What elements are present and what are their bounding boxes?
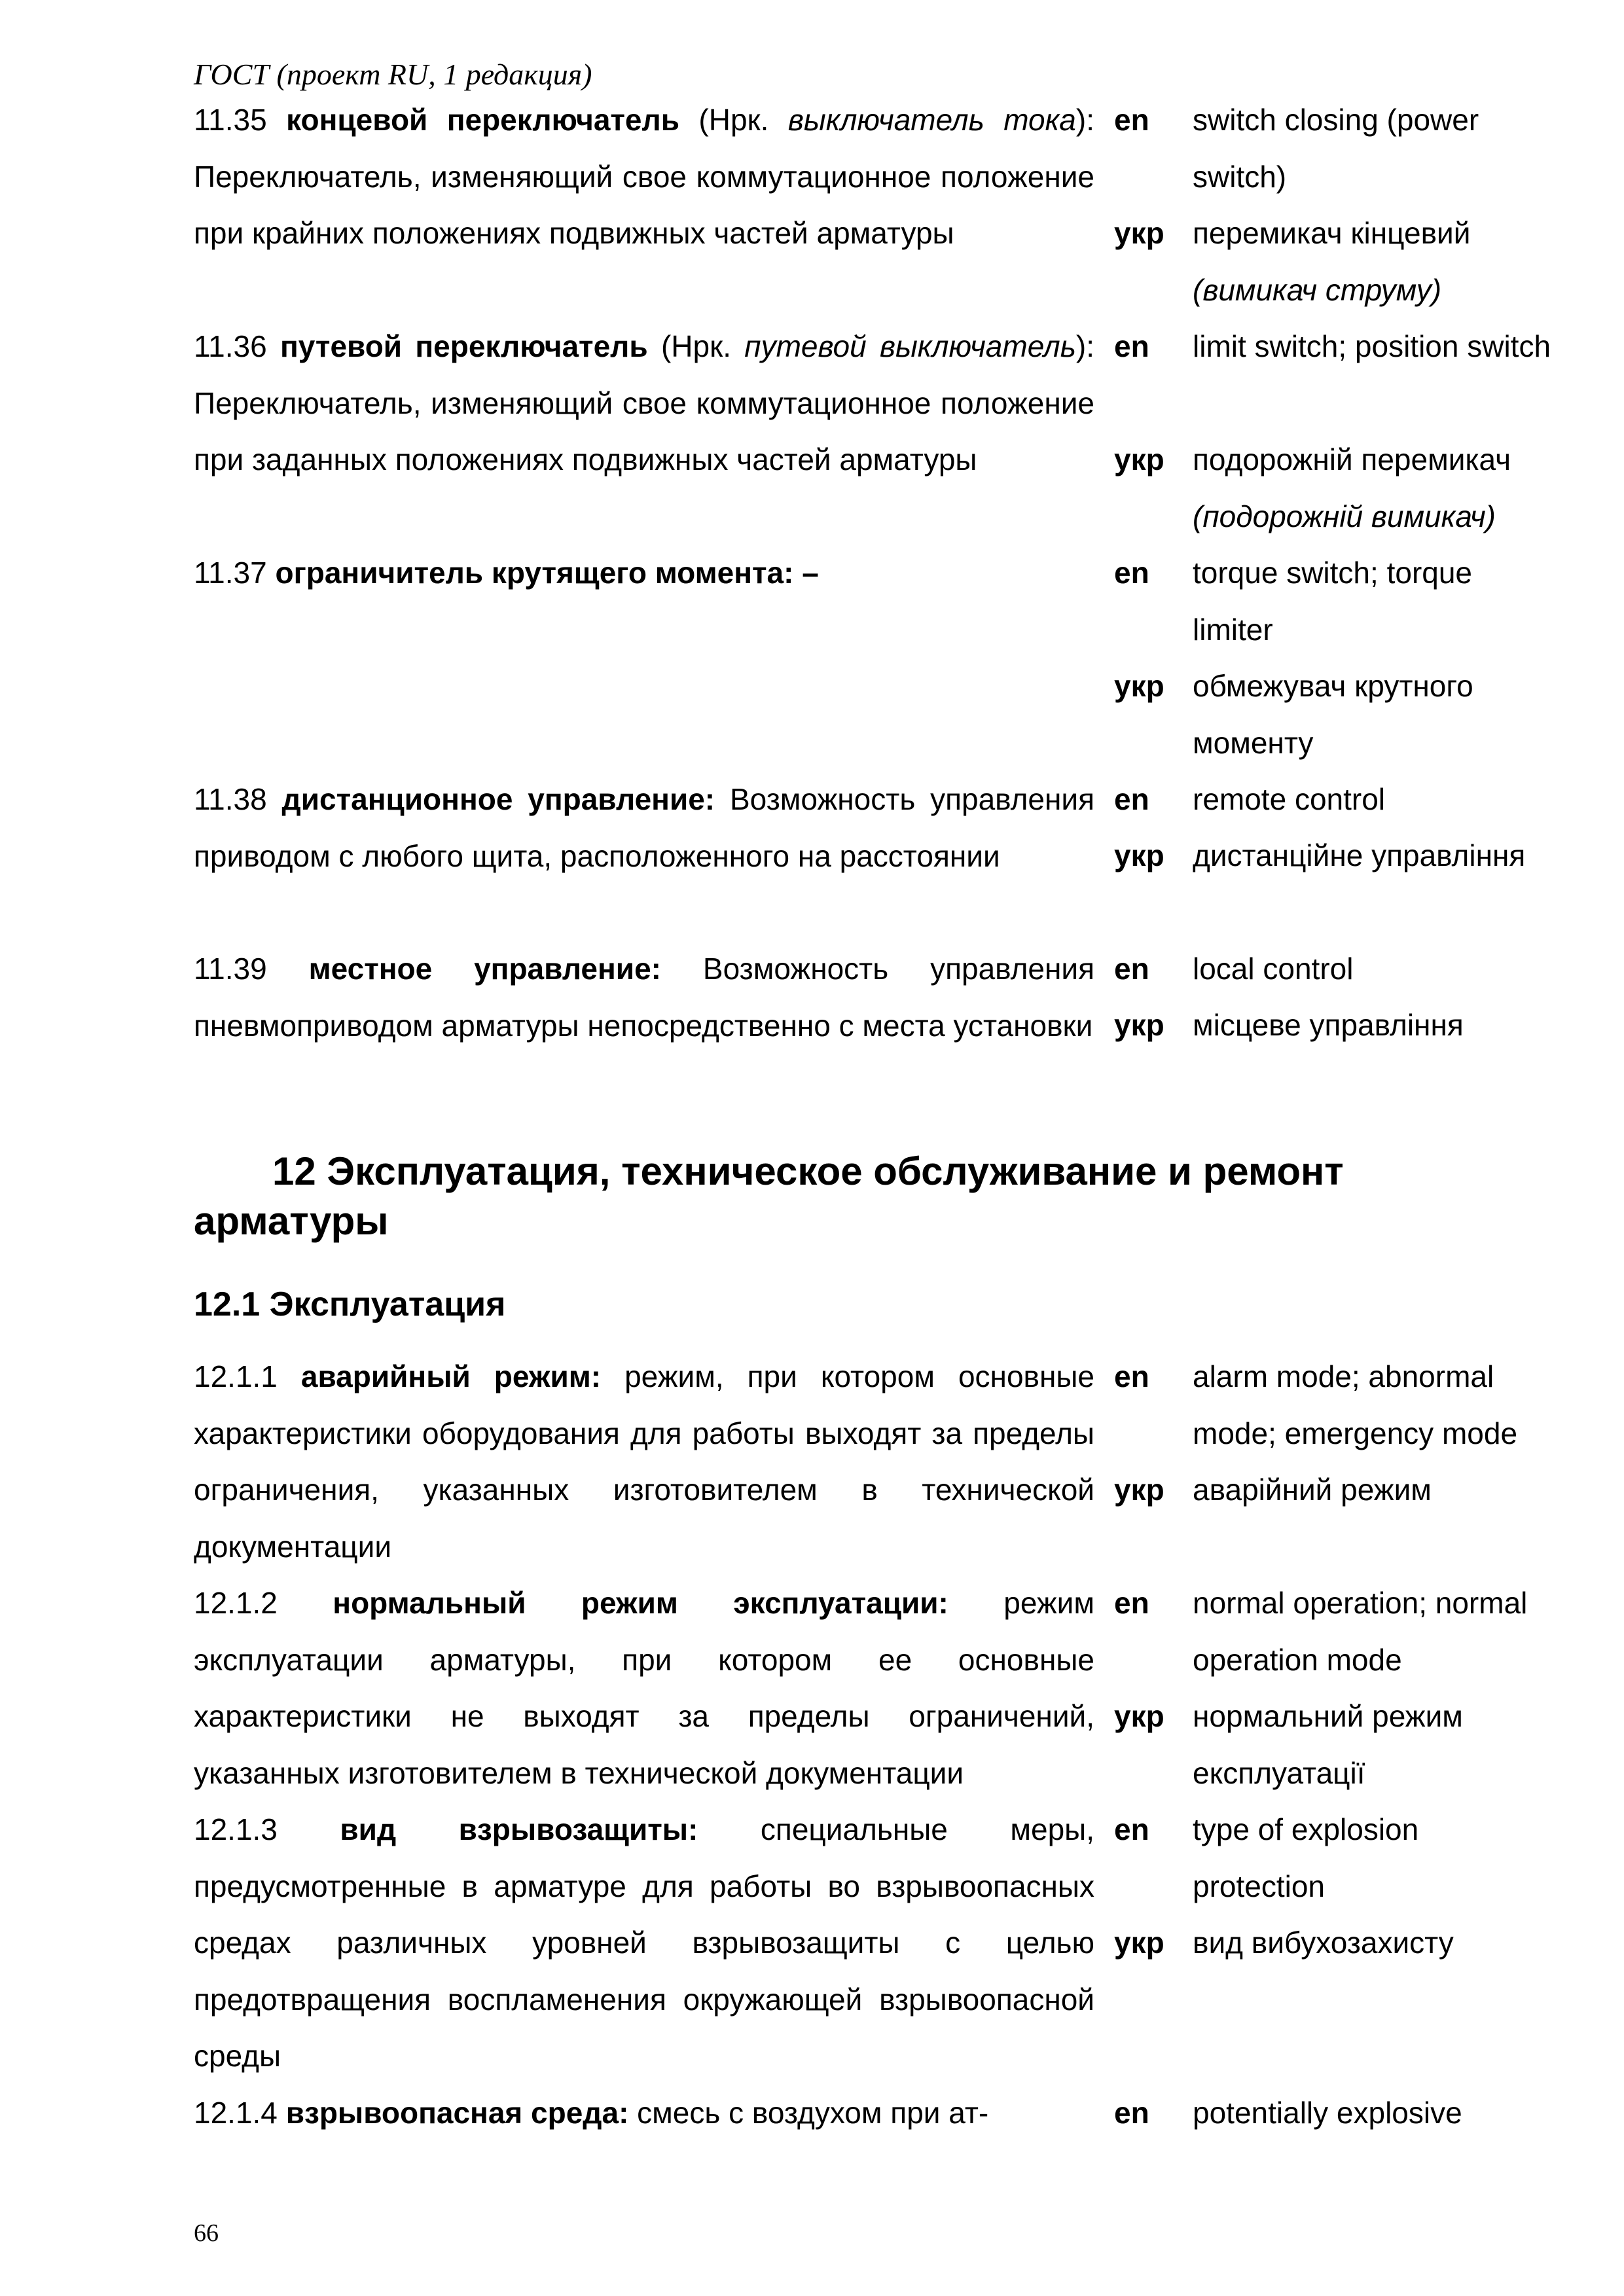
term-name: путевой переключатель [280, 329, 648, 363]
term-name: аварийный режим: [300, 1359, 602, 1393]
term-definition: ): Переключатель, изменяющий свое коммутационное положение при заданных положениях подвижных частей арматуры [194, 329, 1095, 476]
page-number: 66 [194, 2219, 219, 2247]
trans-uk [1193, 205, 1559, 318]
term-number: 11.39 [194, 952, 267, 986]
lang-uk-label: укр [1114, 1926, 1164, 1960]
lang-en-label: en [1114, 103, 1149, 137]
trans-en: limit switch; position switch [1193, 329, 1551, 363]
trans-uk: місцеве управління [1193, 1008, 1464, 1042]
lang-uk-label: укр [1114, 838, 1164, 872]
term-definition: режим, при котором основные характеристики оборудования для работы выходят за пределы ограничения, указанных изготовителем в технической документации [194, 1359, 1095, 1564]
lang-uk-label: укр [1114, 1008, 1164, 1042]
trans-uk: дистанційне управління [1193, 838, 1526, 872]
trans-en: alarm mode; abnormal mode; emergency mode [1193, 1359, 1518, 1450]
term-name: нормальный режим эксплуатации: [333, 1586, 948, 1620]
term-definition: специальные меры, предусмотренные в арматуре для работы во взрывоопасных средах различных уровней взрывозащиты с целью предотвращения воспламенения окружающей взрывоопасной среды [194, 1812, 1095, 2073]
lang-en-label: en [1114, 2096, 1149, 2130]
trans-uk [1193, 431, 1559, 545]
trans-en: local control [1193, 952, 1354, 986]
term-alt: путевой выключатель [744, 329, 1076, 363]
lang-uk-label: укр [1114, 669, 1164, 703]
term-name: взрывоопасная среда: [285, 2096, 629, 2130]
term-12-1-4 [194, 2085, 1094, 2142]
trans-en: potentially explosive [1193, 2096, 1462, 2130]
document-header: ГОСТ (проект RU, 1 редакция) [194, 58, 592, 91]
term-name: вид взрывозащиты: [340, 1812, 698, 1846]
term-definition: смесь с воздухом при ат- [628, 2096, 989, 2130]
term-definition: Возможность управления пневмоприводом арматуры непосредственно с места установки [194, 952, 1094, 1043]
trans-en: switch closing (power switch) [1193, 103, 1479, 194]
trans-uk: аварійний режим [1193, 1473, 1432, 1507]
term-12-1-1 [194, 1348, 1094, 1575]
term-number: 12.1.2 [194, 1586, 278, 1620]
trans-en: type of explosion protection [1193, 1812, 1419, 1903]
lang-uk-label: укр [1114, 1473, 1164, 1507]
trans-uk-main: перемикач кінцевий [1193, 216, 1471, 250]
term-12-1-3 [194, 1801, 1094, 2085]
lang-uk-label: укр [1114, 1699, 1164, 1733]
trans-uk-alt: (подорожній вимикач) [1193, 499, 1496, 533]
term-note-prefix: (Нрк. [647, 329, 745, 363]
term-number: 12.1.4 [194, 2096, 278, 2130]
term-definition: режим эксплуатации арматуры, при котором ее основные характеристики не выходят за пределы ограничений, указанных изготовителем в технической документации [194, 1586, 1094, 1790]
term-definition: ): Переключатель, изменяющий свое коммутационное положение при крайних положениях подвижных частей арматуры [194, 103, 1095, 250]
section-heading [194, 1147, 1503, 1246]
term-definition: Возможность управления приводом с любого щита, расположенного на расстоянии [194, 782, 1094, 873]
term-name: местное управление: [308, 952, 661, 986]
term-11-39 [194, 941, 1094, 1054]
lang-en-label: en [1114, 1586, 1149, 1620]
term-number: 12.1.3 [194, 1812, 278, 1846]
term-11-36 [194, 318, 1094, 488]
lang-en-label: en [1114, 1359, 1149, 1393]
trans-uk-alt: (вимикач струму) [1193, 272, 1442, 307]
lang-uk-label: укр [1114, 442, 1164, 476]
term-number: 11.36 [194, 329, 267, 363]
trans-en: normal operation; normal operation mode [1193, 1586, 1528, 1677]
term-number: 11.35 [194, 103, 267, 137]
term-11-38 [194, 771, 1094, 884]
lang-en-label: en [1114, 1812, 1149, 1846]
term-name: дистанционное управление: [281, 782, 715, 816]
term-number: 11.37 [194, 556, 267, 590]
trans-uk: обмежувач крутного моменту [1193, 669, 1473, 760]
term-name: ограничитель крутящего момента: – [275, 556, 819, 590]
trans-uk: вид вибухозахисту [1193, 1926, 1454, 1960]
term-11-35 [194, 92, 1094, 262]
subsection-heading: 12.1 Эксплуатация [194, 1285, 506, 1323]
trans-uk: нормальний режим експлуатації [1193, 1699, 1463, 1790]
section-title: Эксплуатация, техническое обслуживание и ремонт арматуры [194, 1149, 1344, 1243]
term-11-37 [194, 545, 1094, 601]
lang-en-label: en [1114, 952, 1149, 986]
trans-en: torque switch; torque limiter [1193, 556, 1473, 647]
lang-en-label: en [1114, 782, 1149, 816]
lang-en-label: en [1114, 329, 1149, 363]
term-number: 11.38 [194, 782, 267, 816]
lang-uk-label: укр [1114, 216, 1164, 250]
term-note-prefix: (Нрк. [679, 103, 788, 137]
section-number: 12 [272, 1149, 316, 1193]
term-number: 12.1.1 [194, 1359, 278, 1393]
term-alt: выключатель тока [787, 103, 1076, 137]
lang-en-label: en [1114, 556, 1149, 590]
trans-en: remote control [1193, 782, 1386, 816]
term-name: концевой переключатель [286, 103, 680, 137]
trans-uk-main: подорожній перемикач [1193, 442, 1511, 476]
term-12-1-2 [194, 1575, 1094, 1801]
